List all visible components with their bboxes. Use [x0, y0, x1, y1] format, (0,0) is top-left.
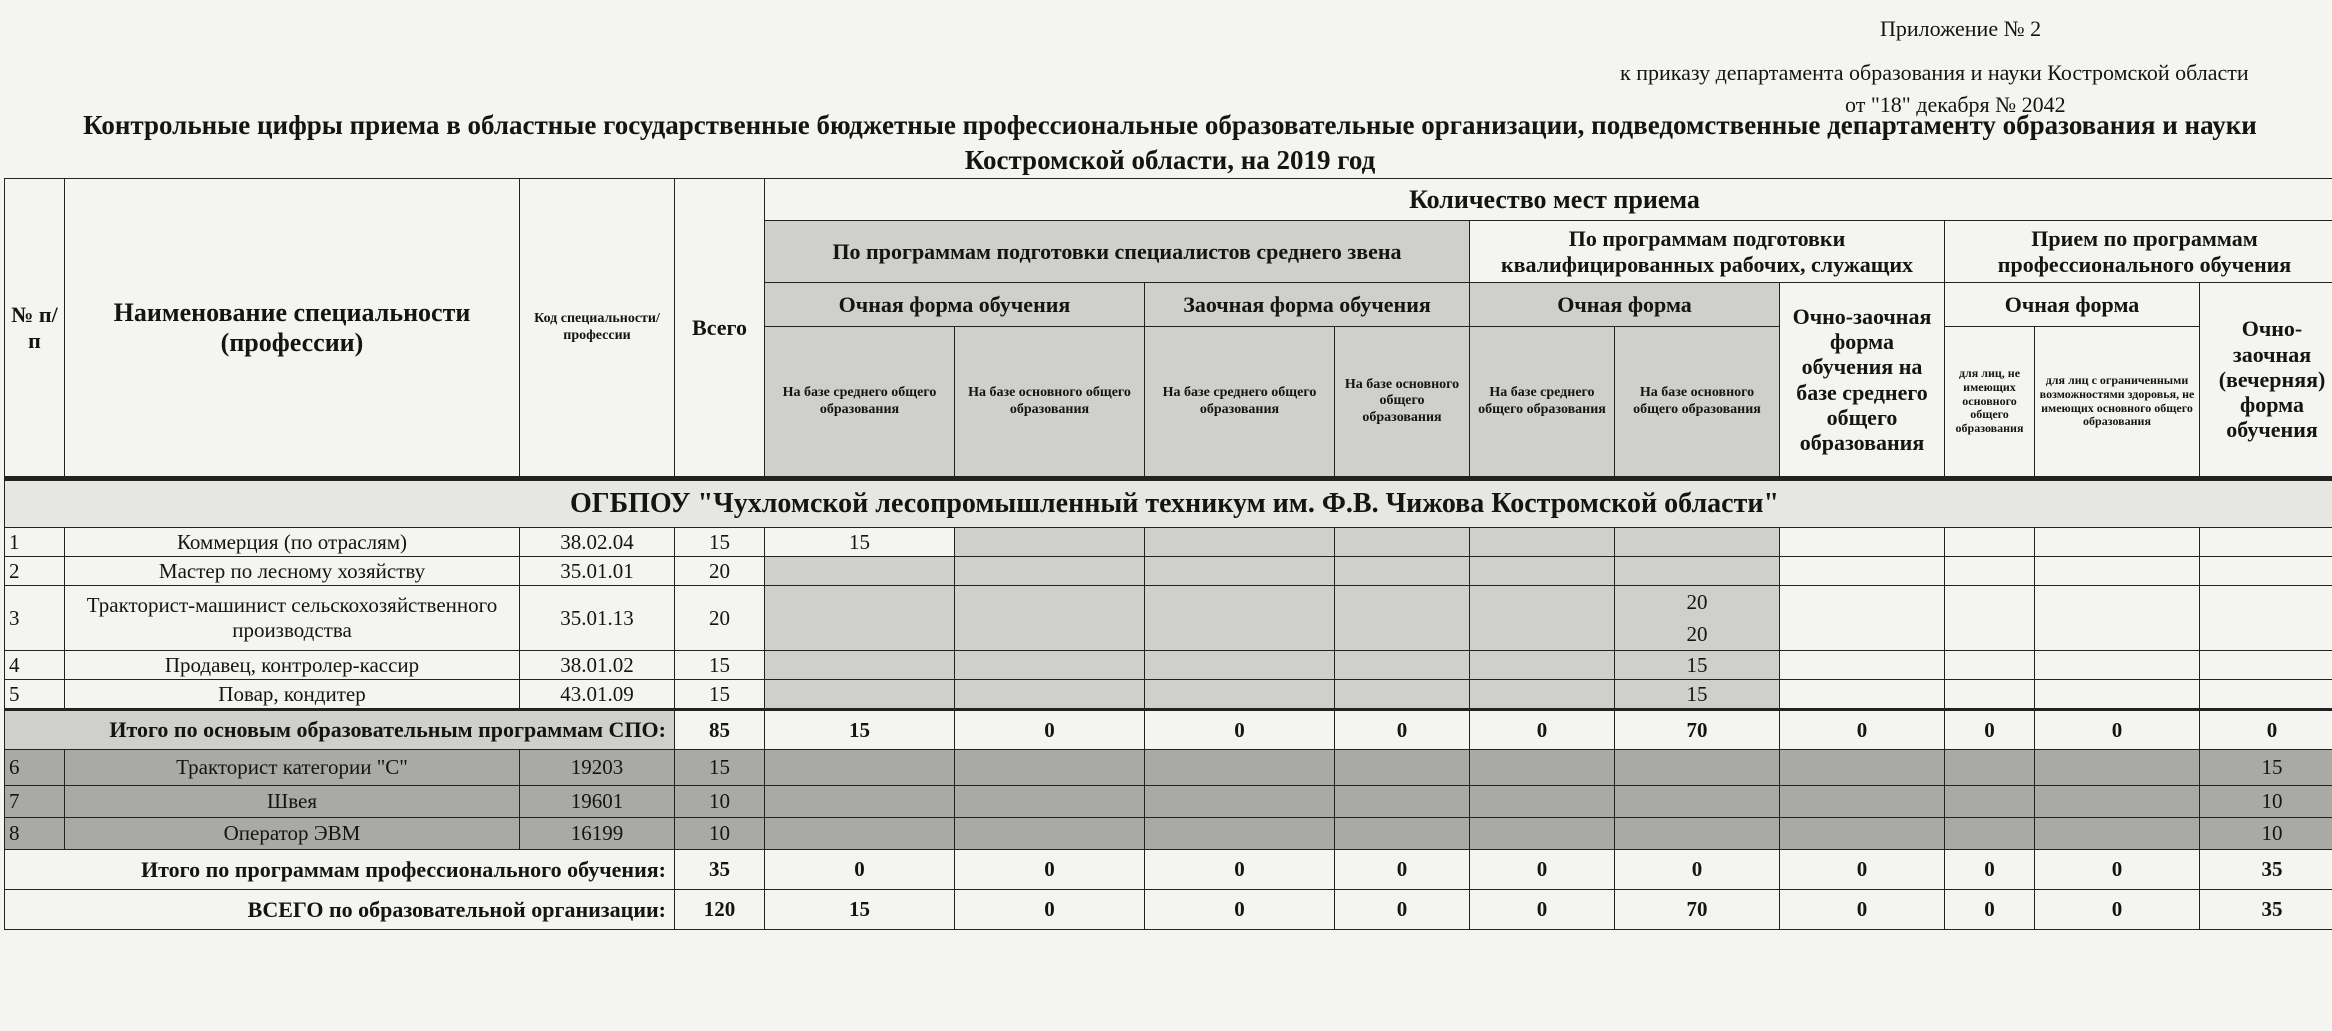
cell-value: 20: [1686, 622, 1708, 646]
row-cell: [1615, 750, 1780, 786]
row-cell: [1470, 528, 1615, 557]
row-cell: [2035, 651, 2200, 680]
col-header-kvr-full: Очная форма: [1470, 283, 1780, 327]
total-cell: 0: [1470, 850, 1615, 890]
row-name: Тракторист-машинист сельскохозяйственного производства: [65, 586, 520, 651]
row-cell: [955, 750, 1145, 786]
total-row-all: [5, 890, 2332, 930]
row-cell: [1335, 586, 1470, 651]
row-cell: [1780, 750, 1945, 786]
total-cell: 0: [1945, 710, 2035, 750]
row-code: 38.01.02: [520, 651, 675, 680]
row-name: Оператор ЭВМ: [65, 818, 520, 850]
row-cell: [2200, 586, 2332, 651]
row-cell: [1335, 528, 1470, 557]
total-cell: 0: [1615, 850, 1780, 890]
col-header-num: № п/п: [5, 179, 65, 479]
row-cell: [955, 651, 1145, 680]
col-header-c3: На базе среднего общего образования: [1145, 327, 1335, 479]
row-name: Мастер по лесному хозяйству: [65, 557, 520, 586]
col-header-c5: На базе среднего общего образования: [1470, 327, 1615, 479]
row-cell: [1470, 750, 1615, 786]
row-cell: [2035, 786, 2200, 818]
row-cell: [1945, 786, 2035, 818]
row-name: Коммерция (по отраслям): [65, 528, 520, 557]
total-label: ВСЕГО по образовательной организации:: [5, 890, 675, 930]
total-cell: 0: [1145, 710, 1335, 750]
table-row: [5, 750, 2332, 786]
row-total: 15: [675, 680, 765, 710]
total-row-spo: [5, 710, 2332, 750]
row-cell: [1335, 786, 1470, 818]
table-row: [5, 786, 2332, 818]
total-cell: 0: [2035, 890, 2200, 930]
row-name: Тракторист категории "С": [65, 750, 520, 786]
row-cell: [955, 680, 1145, 710]
row-cell: [1945, 586, 2035, 651]
total-cell: 0: [765, 850, 955, 890]
row-cell: [1615, 557, 1780, 586]
total-cell: 0: [2035, 710, 2200, 750]
total-cell: 15: [765, 710, 955, 750]
row-cell: [2200, 651, 2332, 680]
org-title: ОГБПОУ "Чухломской лесопромышленный техникум им. Ф.В. Чижова Костромской области": [5, 479, 2332, 528]
row-cell: [2200, 528, 2332, 557]
row-cell: [1335, 680, 1470, 710]
row-total: 20: [675, 586, 765, 651]
row-num: 3: [5, 586, 65, 651]
row-cell: [955, 586, 1145, 651]
table-row: [5, 586, 2332, 651]
col-header-po-evening: Очно-заочная (вечерняя) форма обучения: [2200, 283, 2332, 479]
col-header-spo: По программам подготовки специалистов среднего звена: [765, 221, 1470, 283]
total-cell: 0: [1335, 850, 1470, 890]
row-total: 15: [675, 750, 765, 786]
row-cell: 15: [1615, 651, 1780, 680]
row-cell: [765, 680, 955, 710]
total-cell: 0: [2200, 710, 2332, 750]
row-cell: [1335, 651, 1470, 680]
row-name: Продавец, контролер-кассир: [65, 651, 520, 680]
total-cell: 0: [1145, 890, 1335, 930]
row-num: 7: [5, 786, 65, 818]
row-cell: [1470, 651, 1615, 680]
table-row: [5, 818, 2332, 850]
row-cell: [765, 651, 955, 680]
row-num: 5: [5, 680, 65, 710]
row-cell: [765, 818, 955, 850]
row-cell: [1780, 818, 1945, 850]
order-date: от "18" декабря № 2042: [1845, 92, 2066, 117]
row-cell: 15: [1615, 680, 1780, 710]
total-cell: 0: [1335, 710, 1470, 750]
row-num: 8: [5, 818, 65, 850]
row-cell: [1470, 557, 1615, 586]
row-code: 38.02.04: [520, 528, 675, 557]
row-cell: [1145, 750, 1335, 786]
document-title: Контрольные цифры приема в областные государственные бюджетные профессиональные образовательные организации, подведомственные департаменту образования и науки Костромской области, на 2019 год: [83, 110, 2257, 175]
total-cell: 0: [1945, 890, 2035, 930]
col-header-places: Количество мест приема: [765, 179, 2332, 221]
appendix-label: Приложение № 2: [1880, 16, 2042, 41]
row-cell: [1615, 786, 1780, 818]
total-row-po: [5, 850, 2332, 890]
row-total: 15: [675, 528, 765, 557]
row-cell: [1780, 680, 1945, 710]
total-label: Итого по программам профессионального обучения:: [5, 850, 675, 890]
row-cell: [955, 557, 1145, 586]
row-cell: [2200, 557, 2332, 586]
col-header-name: Наименование специальности (профессии): [65, 179, 520, 479]
total-cell: 0: [1335, 890, 1470, 930]
total-cell: 0: [1470, 890, 1615, 930]
row-num: 1: [5, 528, 65, 557]
row-cell: [2035, 557, 2200, 586]
total-cell: 0: [1145, 850, 1335, 890]
row-cell: [1615, 586, 1780, 651]
row-cell: 15: [765, 528, 955, 557]
table-row: [5, 528, 2332, 557]
row-total: 10: [675, 818, 765, 850]
row-cell: [2035, 818, 2200, 850]
table-row: [5, 557, 2332, 586]
row-cell: [1780, 557, 1945, 586]
row-cell: [1145, 818, 1335, 850]
total-cell: 35: [2200, 890, 2332, 930]
row-cell: [1335, 818, 1470, 850]
table-row: [5, 651, 2332, 680]
row-code: 35.01.01: [520, 557, 675, 586]
total-cell: 70: [1615, 890, 1780, 930]
row-cell: [765, 557, 955, 586]
table-row: [5, 680, 2332, 710]
col-header-code: Код специальности/ профессии: [520, 179, 675, 479]
row-cell: 10: [2200, 786, 2332, 818]
row-code: 43.01.09: [520, 680, 675, 710]
col-header-c2: На базе основного общего образования: [955, 327, 1145, 479]
row-cell: [1945, 651, 2035, 680]
row-cell: [1470, 818, 1615, 850]
row-cell: [955, 818, 1145, 850]
row-cell: [765, 786, 955, 818]
row-cell: [1335, 557, 1470, 586]
row-cell: [1335, 750, 1470, 786]
row-cell: [1615, 528, 1780, 557]
row-name: Повар, кондитер: [65, 680, 520, 710]
row-cell: [1145, 557, 1335, 586]
row-cell: [1945, 750, 2035, 786]
row-cell: 10: [2200, 818, 2332, 850]
col-header-c1: На базе среднего общего образования: [765, 327, 955, 479]
col-header-spo-full: Очная форма обучения: [765, 283, 1145, 327]
row-cell: [1145, 651, 1335, 680]
row-code: 19601: [520, 786, 675, 818]
cell-value: 20: [1686, 590, 1708, 614]
total-value: 120: [675, 890, 765, 930]
row-cell: [2035, 528, 2200, 557]
total-cell: 0: [1780, 710, 1945, 750]
total-value: 85: [675, 710, 765, 750]
total-value: 35: [675, 850, 765, 890]
row-code: 16199: [520, 818, 675, 850]
row-cell: [1615, 818, 1780, 850]
row-cell: [1145, 786, 1335, 818]
row-cell: [955, 528, 1145, 557]
row-cell: [1945, 528, 2035, 557]
total-cell: 0: [1780, 850, 1945, 890]
col-header-c7: для лиц, не имеющих основного общего образования: [1945, 327, 2035, 479]
order-reference: к приказу департамента образования и науки Костромской области: [1620, 60, 2249, 85]
col-header-po-full: Очная форма: [1945, 283, 2200, 327]
total-cell: 0: [955, 710, 1145, 750]
total-cell: 0: [2035, 850, 2200, 890]
row-cell: [765, 586, 955, 651]
row-code: 19203: [520, 750, 675, 786]
row-num: 4: [5, 651, 65, 680]
row-code: 35.01.13: [520, 586, 675, 651]
row-num: 2: [5, 557, 65, 586]
row-cell: [1945, 680, 2035, 710]
row-cell: [1470, 586, 1615, 651]
total-cell: 0: [1945, 850, 2035, 890]
row-total: 20: [675, 557, 765, 586]
col-header-kvr-mixed: Очно-заочная форма обучения на базе среднего общего образования: [1780, 283, 1945, 479]
col-header-po: Прием по программам профессионального обучения: [1945, 221, 2332, 283]
col-header-c6: На базе основного общего образования: [1615, 327, 1780, 479]
row-cell: [1780, 586, 1945, 651]
row-num: 6: [5, 750, 65, 786]
total-cell: 35: [2200, 850, 2332, 890]
total-cell: 0: [1470, 710, 1615, 750]
total-cell: 0: [1780, 890, 1945, 930]
col-header-total: Всего: [675, 179, 765, 479]
total-cell: 0: [955, 890, 1145, 930]
row-cell: [1780, 528, 1945, 557]
row-total: 10: [675, 786, 765, 818]
row-cell: [1145, 528, 1335, 557]
admission-table: [4, 178, 2332, 930]
col-header-c4: На базе основного общего образования: [1335, 327, 1470, 479]
row-cell: [1945, 818, 2035, 850]
row-cell: 15: [2200, 750, 2332, 786]
total-cell: 70: [1615, 710, 1780, 750]
row-cell: [1945, 557, 2035, 586]
total-label: Итого по основым образовательным программам СПО:: [5, 710, 675, 750]
row-name: Швея: [65, 786, 520, 818]
row-total: 15: [675, 651, 765, 680]
col-header-kvr: По программам подготовки квалифицированных рабочих, служащих: [1470, 221, 1945, 283]
col-header-c8: для лиц с ограниченными возможностями здоровья, не имеющих основного общего образования: [2035, 327, 2200, 479]
col-header-spo-ext: Заочная форма обучения: [1145, 283, 1470, 327]
row-cell: [955, 786, 1145, 818]
row-cell: [1145, 586, 1335, 651]
row-cell: [1780, 786, 1945, 818]
row-cell: [1470, 786, 1615, 818]
row-cell: [2035, 586, 2200, 651]
row-cell: [765, 750, 955, 786]
total-cell: 15: [765, 890, 955, 930]
total-cell: 0: [955, 850, 1145, 890]
row-cell: [2035, 750, 2200, 786]
row-cell: [1470, 680, 1615, 710]
row-cell: [1780, 651, 1945, 680]
row-cell: [2035, 680, 2200, 710]
row-cell: [2200, 680, 2332, 710]
row-cell: [1145, 680, 1335, 710]
